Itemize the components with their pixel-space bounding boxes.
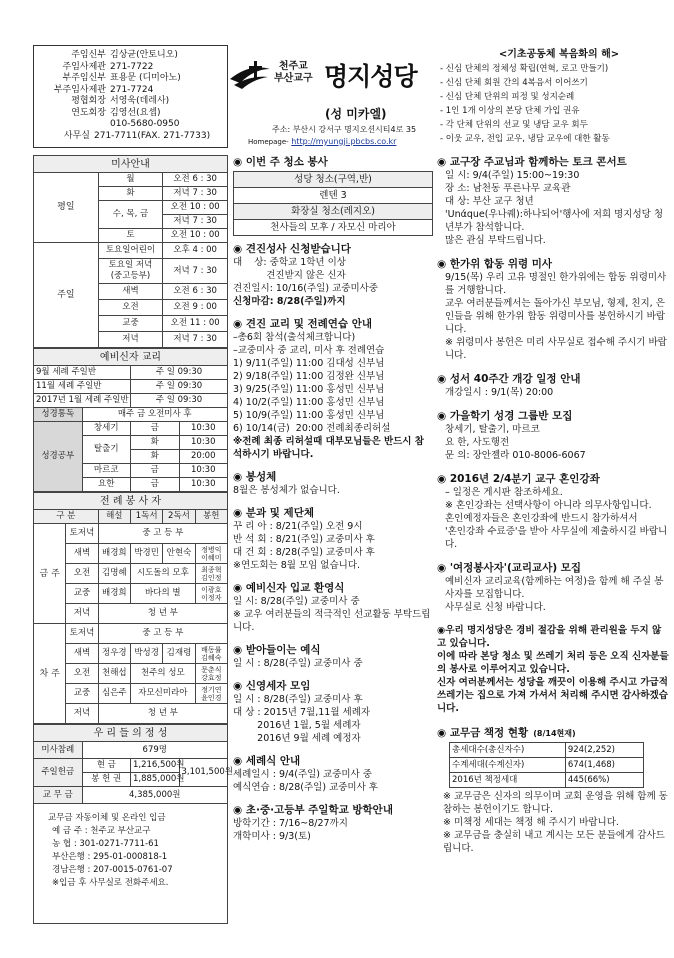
contact-row (44, 96, 223, 108)
theme-item: - 신심 단체 단위의 피정 및 성지순례 (440, 92, 575, 102)
patron-name: (성 미카엘) (325, 107, 387, 121)
notice-line: 8월은 봉성체가 없습니다. (233, 485, 340, 496)
mass-title: 미사안내 (34, 156, 228, 173)
notice-section (233, 317, 433, 461)
contact-label: 부주임사제관 (53, 84, 106, 95)
offering-label: 미사참례 (34, 742, 83, 759)
contact-row (44, 62, 223, 74)
notice-section (233, 754, 433, 794)
notice-line: –총6회 참석(출석체크합니다) (233, 332, 356, 343)
mass-day: 화 (98, 187, 163, 201)
offering-label: 주일헌금 (34, 759, 83, 787)
contact-label: 연도회장 (71, 107, 106, 118)
bank-line: 교무금 자동이체 및 온라인 입금 (48, 813, 166, 823)
bible-day: 금 (131, 422, 180, 436)
notice-title: ◉ 받아들이는 예식 (233, 644, 321, 656)
mass-time: 오전 9 : 00 (163, 300, 228, 316)
mass-time: 오전 11 : 00 (163, 316, 228, 332)
offering-title: 우 리 들 의 정 성 (34, 725, 228, 742)
contact-row (44, 73, 223, 85)
altar-slot: 새벽 (66, 544, 98, 564)
notice-line: 일 시 : 8/28(주일) 교중미사 중 (233, 658, 363, 669)
notice-line: ※ 혼인강좌는 선택사항이 아니라 의무사항입니다. (445, 500, 652, 511)
notice-line: '혼인강좌 수료증'을 받아 사무실에 제출하시길 바랍니다. (445, 526, 668, 550)
offering-value: 679명 (82, 742, 228, 759)
tithe-note: ※ 교무금을 충실히 내고 계시는 모든 분들에게 감사드립니다. (443, 830, 665, 854)
offering-total: 3,101,500원 (179, 759, 228, 787)
parish-name: 명지성당 (324, 62, 417, 91)
cleaning-title: ◉ 이번 주 청소 봉사 (233, 156, 328, 168)
cleaning-r2: 렌텐 3 (234, 188, 433, 204)
bank-line: 농 협 : 301-0271-7711-61 (52, 839, 159, 849)
contact-label: 부주임신부 (62, 73, 106, 83)
altar-slot: 저녁 (66, 704, 98, 724)
notice-line: 2016년 1월, 5월 세례자 (233, 720, 361, 731)
notice-line: ※ 교우 여러분들의 적극적인 선교활동 부탁드립니다. (233, 609, 431, 633)
notice-line: 대 상: 중학교 1학년 이상 (233, 257, 346, 268)
diocese-line1: 천주교 (278, 61, 308, 72)
address: 주소: 부산시 강서구 명지오션시티4로 35 (272, 125, 417, 134)
notice-line: 6) 10/14(금) 20:00 전례최종리허설 (233, 423, 391, 434)
notice-line: 개강일시 : 9/1(목) 20:00 (445, 387, 554, 398)
tithe-title: ◉ 교무금 책정 현황 (437, 727, 529, 739)
altar-reader: 박성경 (130, 644, 162, 664)
altar-col: 해설 (98, 510, 130, 524)
notice-title: ◉ 견진 교리 및 전례연습 안내 (233, 318, 373, 330)
theme-item: - 신심 단체의 정체성 확립(연혁, 로고 만들기) (440, 64, 609, 74)
bank-line: 예 금 주 : 천주교 부산교구 (52, 826, 151, 836)
altar-col: 구 분 (34, 510, 99, 524)
cat-day: 주 일 09:30 (131, 380, 228, 394)
notice-section (437, 372, 669, 399)
notice-line: 세례일시 : 9/4(주일) 교중미사 중 (233, 769, 372, 780)
altar-reader: 김재령 (163, 644, 195, 664)
bible-name: 탈출기 (82, 436, 131, 464)
altar-group: 중 고 등 부 (98, 624, 227, 644)
notice-line: 문 의: 장안젤라 010-8006-6067 (445, 450, 586, 461)
altar-slot: 교중 (66, 684, 98, 704)
year-theme (440, 45, 668, 155)
altar-col: 2독서 (163, 510, 195, 524)
bible-time: 10:30 (179, 478, 228, 492)
notice-line: 사무실로 신청 바랍니다. (445, 602, 546, 613)
altar-slot: 오전 (66, 564, 98, 584)
altar-reader: 심은주 (98, 684, 130, 704)
left-column (33, 155, 233, 924)
cat-day: 주 일 09:30 (131, 394, 228, 408)
bible-time: 10:30 (179, 436, 228, 450)
offering-label: 교 무 금 (34, 787, 83, 804)
bible-day: 화 (131, 436, 180, 450)
bible-time: 10:30 (179, 464, 228, 478)
cat-name: 2017년 1월 세례 주일반 (34, 394, 131, 408)
homepage-link[interactable]: http://myungji.pbcbs.co.kr (291, 137, 397, 146)
offering-sub: 봉 헌 권 (82, 773, 131, 787)
altar-reader: 안현숙 (163, 544, 195, 564)
notice-section (233, 506, 433, 572)
contact-value: 271-7724 (110, 84, 154, 95)
mass-day: 수, 목, 금 (98, 201, 163, 229)
masthead (228, 45, 438, 150)
contact-value: 김영선(요셉) (110, 107, 161, 118)
contact-value: 271-7722 (110, 61, 154, 72)
cat-day: 주 일 09:30 (131, 366, 228, 380)
cat-name: 11월 세례 주일반 (34, 380, 131, 394)
notice-section (437, 561, 669, 614)
contact-row (44, 108, 223, 120)
bible-label: 성경공부 (34, 422, 83, 492)
notice-line: ※ 위령미사 봉헌은 미리 사무실로 접수해 주시기 바랍니다. (445, 337, 667, 361)
altar-title: 전 례 봉 사 자 (34, 493, 228, 510)
notice-title: ◉ 한가위 합동 위령 미사 (437, 258, 553, 270)
tithe-value: 445(66%) (565, 773, 643, 788)
bank-info (33, 804, 228, 924)
cleaning-r1: 성당 청소(구역,반) (234, 172, 433, 188)
bank-line: 경남은행 : 207-0015-0761-07 (52, 865, 173, 875)
contact-value: 서영욱(데레사) (110, 96, 170, 106)
notice-line: 대 건 회 : 8/28(주일) 교중미사 후 (233, 547, 375, 558)
altar-reader: 천해섭 (98, 664, 130, 684)
bank-line: 부산은행 : 295-01-000818-1 (52, 852, 168, 862)
tithe-label: 수계세대(수계신자) (450, 758, 566, 773)
altar-reader: 정우경 (98, 644, 130, 664)
altar-offer: 이광호 이정자 (195, 584, 227, 604)
bible-time: 20:00 (179, 450, 228, 464)
altar-reader: 배경희 (98, 584, 130, 604)
notice-title: ◉ 신영세자 모임 (233, 680, 311, 692)
mass-time: 저녁 7 : 30 (163, 332, 228, 348)
contact-label: 주임신부 (71, 50, 106, 60)
notice-emphasis: ◉우리 명지성당은 경비 절감을 위해 관리원을 두지 않고 있습니다. 이에 따라 본당 청소 및 쓰레기 처리 등은 오직 신자분들의 봉사로 이루어지고 있습니다. 신자 여러분께서는 성당을 깨끗이 이용해 주시고 가급적 쓰레기는 집으로 가져 가셔서 처리해 주시면 감사하겠습니다. (437, 625, 669, 714)
notice-line: 방학기간 : 7/16~8/27까지 (233, 818, 348, 829)
notice-line: 견진일시: 10/16(주일) 교중미사중 (233, 283, 378, 294)
notice-line: 꾸 리 아 : 8/21(주일) 오전 9시 (233, 521, 363, 532)
notice-line: – 일정은 게시판 참조하세요. (445, 487, 563, 498)
altar-offer: 정병익 이혜미 (195, 544, 227, 564)
tithe-value: 674(1,468) (565, 758, 643, 773)
mass-name: 저녁 (98, 332, 163, 348)
contact-label: 주임사제관 (62, 61, 106, 72)
notice-line: 일 시: 9/4(주일) 15:00~19:30 (445, 170, 580, 181)
mass-name: 새벽 (98, 284, 163, 300)
altar-offer: 문춘식 강효정 (195, 664, 227, 684)
bible-day: 금 (131, 464, 180, 478)
notice-line: ※연도회는 8월 모임 없습니다. (233, 560, 361, 571)
altar-slot: 교중 (66, 584, 98, 604)
notice-line: 예식연습 : 8/28(주일) 교중미사 후 (233, 782, 378, 793)
contact-label: 평협회장 (71, 96, 106, 106)
notice-line: 많은 관심 부탁드립니다. (445, 235, 546, 246)
bank-line: ※입금 후 사무실로 전화주세요. (52, 878, 169, 888)
notice-section (233, 643, 433, 670)
offering-value: 4,385,000원 (82, 787, 228, 804)
offering-sub: 현 금 (82, 759, 131, 773)
mass-name: 토요일어린이 (98, 243, 163, 259)
contact-row (44, 131, 223, 143)
tithe-value: 924(2,252) (565, 743, 643, 758)
notice-line: 대 상: 부산 교구 청년 (445, 196, 534, 207)
mass-name: 오전 (98, 300, 163, 316)
bible-day: 금 (131, 478, 180, 492)
theme-item: - 1인 1개 이상의 본당 단체 가입 권유 (440, 106, 580, 116)
homepage-label: Homepage- (248, 138, 289, 146)
cleaning-table (233, 171, 433, 236)
notice-section (233, 679, 433, 745)
contact-row (44, 119, 223, 131)
offering-v: 1,885,000원 (131, 773, 180, 787)
right-column (437, 155, 669, 855)
notice-emphasis: ※전례 최종 리허설때 대부모님들은 반드시 참석하시기 바랍니다. (233, 436, 424, 460)
notice-line: 5) 10/9(주일) 11:00 홍성민 신부님 (233, 410, 385, 421)
diocese-line2: 부산교구 (274, 73, 313, 84)
notice-line: 3) 9/25(주일) 11:00 홍성민 신부님 (233, 384, 385, 395)
year-theme-title: <기초공동체 복음화의 해> (498, 49, 620, 60)
altar-slot: 저녁 (66, 604, 98, 624)
reading-text: 매주 금 오전미사 후 (82, 408, 228, 422)
theme-item: - 각 단체 단위의 선교 및 냉담 교우 회두 (440, 120, 588, 130)
altar-slot: 토저녁 (66, 524, 98, 544)
notice-line: 견진받지 않은 신자 (233, 270, 346, 281)
bible-name: 요한 (82, 478, 131, 492)
contact-row (44, 50, 223, 62)
notice-line: 일 시 : 8/28(주일) 교중미사 후 (233, 694, 363, 705)
notice-section (233, 242, 433, 308)
contact-row (44, 85, 223, 97)
bible-time: 10:30 (179, 422, 228, 436)
notice-section (233, 581, 433, 634)
altar-week-label: 차 주 (34, 624, 66, 724)
notice-emphasis: 신청마감: 8/28(주일)까지 (233, 296, 346, 307)
notice-section (233, 803, 433, 843)
altar-offer: 배동률 김혜숙 (195, 644, 227, 664)
altar-group: 시도돌의 모후 (130, 564, 195, 584)
altar-group: 청 년 부 (98, 704, 227, 724)
notice-section (437, 624, 669, 715)
contact-value: 010-5680-0950 (110, 119, 180, 129)
altar-slot: 토저녁 (66, 624, 98, 644)
notice-section (437, 409, 669, 462)
notice-title: ◉ 성서 40주간 개강 일정 안내 (437, 373, 581, 385)
notice-title: ◉ 세례식 안내 (233, 755, 301, 767)
altar-reader: 김명혜 (98, 564, 130, 584)
notice-title: ◉ 가을학기 성경 그룹반 모집 (437, 410, 573, 422)
notice-title: ◉ 봉성체 (233, 471, 277, 483)
bible-name: 마르코 (82, 464, 131, 478)
mass-time: 오전 6 : 30 (163, 284, 228, 300)
mass-time: 오후 4 : 00 (163, 243, 228, 259)
contact-value: 271-7711(FAX. 271-7733) (94, 130, 211, 141)
altar-group: 청 년 부 (98, 604, 227, 624)
notice-title: ◉ 초·중·고등부 주일학교 방학안내 (233, 804, 393, 816)
notice-line: 요 한, 사도행전 (445, 437, 510, 448)
altar-group: 천주의 성모 (130, 664, 195, 684)
notice-line: –교중미사 중 교리, 미사 후 전례연습 (233, 345, 385, 356)
notice-line: 개학미사 : 9/3(토) (233, 831, 311, 842)
tithe-note: ※ 교무금은 신자의 의무이며 교회 운영을 위해 함께 동참하는 봉헌이기도 합니다. (443, 791, 668, 815)
mass-time: 오전 6 : 30 (163, 173, 228, 187)
altar-slot: 새벽 (66, 644, 98, 664)
notice-section (437, 257, 669, 362)
notice-line: 9/15(목) 우리 고유 명절인 한가위에는 합동 위령미사를 거행합니다. (445, 272, 667, 296)
mass-time: 저녁 7 : 30 (163, 259, 228, 284)
altar-reader: 박경민 (130, 544, 162, 564)
notice-line: 장 소: 남천동 푸른나무 교육관 (445, 183, 571, 194)
altar-week-label: 금 주 (34, 524, 66, 624)
mass-day: 월 (98, 173, 163, 187)
cleaning-r3: 화장실 청소(레지오) (234, 204, 433, 220)
altar-group: 중 고 등 부 (98, 524, 227, 544)
mass-day: 토 (98, 229, 163, 243)
altar-reader: 배경희 (98, 544, 130, 564)
tithe-note: ※ 미책정 세대는 책정 해 주시기 바랍니다. (443, 817, 619, 828)
catechumen-title: 예비신자 교리 (34, 349, 228, 366)
header-contacts (33, 45, 228, 148)
notice-title: ◉ '여정봉사자'(교리교사) 모집 (437, 562, 582, 574)
tithe-subtitle: (8/14현재) (533, 729, 576, 738)
contact-value: 김상균(안토니오) (110, 50, 178, 60)
offering-v: 1,216,500원 (131, 759, 180, 773)
theme-item: - 신심 단체 회원 간의 4복음서 이어쓰기 (440, 78, 588, 88)
mass-name: 교중 (98, 316, 163, 332)
logo-icon (228, 59, 272, 91)
altar-offer: 최종혁 김인정 (195, 564, 227, 584)
notice-line: 교우 여러분들께서는 돌아가신 부모님, 형제, 친지, 은인들을 위해 한가위 합동 위령미사를 봉헌하시기 바랍니다. (445, 298, 666, 335)
notice-line: 'Unάque(우나퀘):하나되어'행사에 저희 명지성당 청년부가 참석합니다. (445, 209, 664, 233)
notice-section (437, 155, 669, 247)
tithe-label: 총세대수(총신자수) (450, 743, 566, 758)
notice-line: 1) 9/11(주일) 11:00 김대성 신부님 (233, 358, 385, 369)
notice-line: 예비신자 교리교육(함께하는 여정)을 함께 해 주실 봉사자를 모집합니다. (445, 576, 664, 600)
bible-day: 화 (131, 450, 180, 464)
weekday-label: 평일 (34, 173, 99, 243)
theme-item: - 이웃 교우, 전입 교우, 냉담 교우에 대한 활동 (440, 134, 610, 144)
altar-col: 봉헌 (195, 510, 227, 524)
contact-value: 표용문 (디미아노) (110, 73, 181, 83)
altar-slot: 오전 (66, 664, 98, 684)
mass-time: 오전 10 : 00 (163, 229, 228, 243)
tithe-label: 2016년 책정세대 (450, 773, 566, 788)
notice-title: ◉ 분과 및 제단체 (233, 507, 314, 519)
notice-title: ◉ 교구장 주교님과 함께하는 토크 콘서트 (437, 156, 627, 168)
notice-line: 일 시: 8/28(주일) 교중미사 중 (233, 596, 360, 607)
notice-line: 창세기, 탈출기, 마르코 (445, 424, 540, 435)
notice-line: 반 석 회 : 8/21(주일) 교중미사 후 (233, 534, 375, 545)
altar-col: 1독서 (130, 510, 162, 524)
notice-line: 2016년 9월 세례 예정자 (233, 733, 361, 744)
middle-column (233, 155, 433, 843)
notice-line: 4) 10/2(주일) 11:00 홍성민 신부님 (233, 397, 385, 408)
mass-name: 토요일 저녁 (중고등부) (98, 259, 163, 284)
altar-offer: 정기연 윤인경 (195, 684, 227, 704)
notice-title: ◉ 2016년 2/4분기 교구 혼인강좌 (437, 473, 600, 485)
cleaning-r4: 천사들의 모후 / 자모신 마리아 (234, 220, 433, 236)
notice-section (437, 472, 669, 551)
mass-time: 저녁 7 : 30 (163, 187, 228, 201)
notice-title: ◉ 예비신자 입교 환영식 (233, 582, 345, 594)
mass-time: 오전 10 : 00 (163, 201, 228, 215)
altar-group: 자모신미라아 (130, 684, 195, 704)
notice-line: 대 상 : 2015년 7월,11월 세례자 (233, 707, 371, 718)
bible-name: 창세기 (82, 422, 131, 436)
notice-title: ◉ 견진성사 신청받습니다 (233, 243, 351, 255)
notice-line: 2) 9/18(주일) 11:00 김정완 신부님 (233, 371, 385, 382)
sunday-label: 주일 (34, 243, 99, 348)
altar-group: 바다의 별 (130, 584, 195, 604)
contact-label: 사무실 (63, 130, 90, 141)
notice-section (233, 470, 433, 497)
reading-label: 성경통독 (34, 408, 83, 422)
mass-time: 저녁 7 : 30 (163, 215, 228, 229)
notice-line: 혼인예정자들은 혼인강좌에 반드시 참가하셔서 (445, 513, 638, 524)
cat-name: 9월 세례 주일반 (34, 366, 131, 380)
